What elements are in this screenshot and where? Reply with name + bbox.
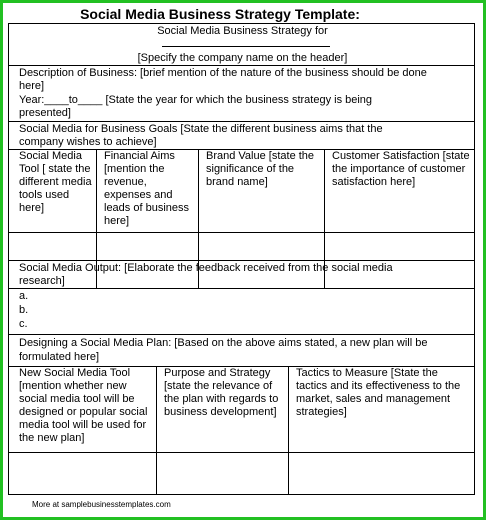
goals-col-financial-aims: Financial Aims [mention the revenue, expenses and leads of business here] bbox=[104, 150, 189, 227]
output-item-c: c. bbox=[19, 318, 28, 330]
year-line1: Year:____to____ [State the year for which the business strategy is being bbox=[19, 94, 373, 106]
document-title: Social Media Business Strategy Template: bbox=[80, 6, 360, 22]
plan-col-new-social-media-tool: New Social Media Tool [mention whether new social media tool will be designed or popular social media tool will be used for the new plan] bbox=[19, 367, 148, 444]
plan-col-tactics-to-measure: Tactics to Measure [State the tactics and its effectiveness to the market, sales and management strategies] bbox=[296, 367, 461, 418]
goals-line1: Social Media for Business Goals [State the different business aims that the bbox=[19, 123, 383, 135]
divider bbox=[9, 452, 474, 453]
output-line1: Social Media Output: [Elaborate the feedback received from the social media bbox=[19, 262, 393, 274]
header-line1: Social Media Business Strategy for bbox=[157, 25, 328, 37]
header-line2: [Specify the company name on the header] bbox=[137, 52, 348, 64]
year-line2: presented] bbox=[19, 107, 71, 119]
goals-line2: company wishes to achieve] bbox=[19, 136, 157, 148]
plan-line2: formulated here] bbox=[19, 351, 100, 363]
output-line2: research] bbox=[19, 275, 65, 287]
divider bbox=[9, 334, 474, 335]
divider bbox=[9, 260, 474, 261]
divider bbox=[9, 288, 474, 289]
company-name-blank bbox=[162, 46, 330, 47]
column-divider bbox=[288, 366, 289, 494]
column-divider bbox=[156, 366, 157, 494]
divider bbox=[9, 232, 474, 233]
description-line2: here] bbox=[19, 80, 45, 92]
footer-credit: More at samplebusinesstemplates.com bbox=[32, 500, 171, 509]
output-item-b: b. bbox=[19, 304, 29, 316]
divider bbox=[9, 121, 474, 122]
goals-col-brand-value: Brand Value [state the significance of the brand name] bbox=[206, 150, 315, 188]
plan-line1: Designing a Social Media Plan: [Based on the above aims stated, a new plan will be bbox=[19, 337, 428, 349]
divider bbox=[9, 65, 474, 66]
strategy-table bbox=[8, 23, 475, 495]
goals-col-customer-satisfaction: Customer Satisfaction [state the importance of customer satisfaction here] bbox=[332, 150, 470, 188]
goals-col-social-media-tool: Social Media Tool [ state the different media tools used here] bbox=[19, 150, 92, 214]
output-item-a: a. bbox=[19, 290, 29, 302]
description-line1: Description of Business: [brief mention of the nature of the business should be done bbox=[19, 67, 427, 79]
plan-col-purpose-and-strategy: Purpose and Strategy [state the relevance of the plan with regards to business development] bbox=[164, 367, 279, 418]
